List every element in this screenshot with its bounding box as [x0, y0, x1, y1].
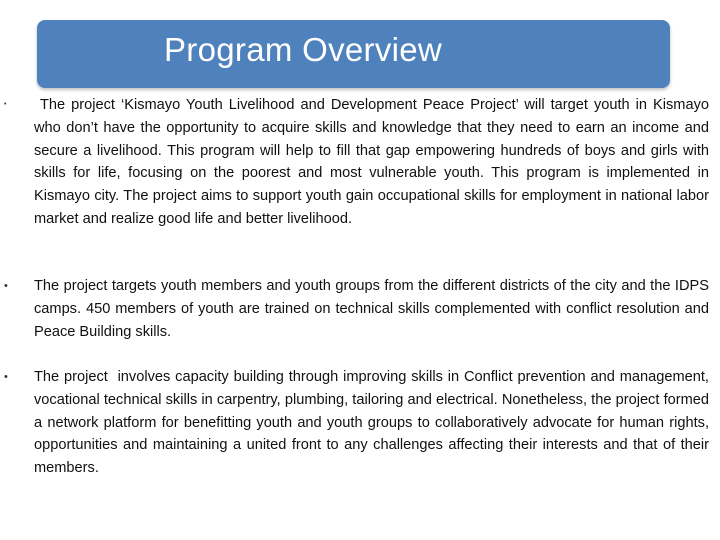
bullet-icon: • — [4, 101, 7, 108]
bullet-text: The project targets youth members and youth groups from the different districts of the city and the IDPS camps. 450 members of youth are trained on technical skills complemented with conflict resolution and Peace Building skills. — [34, 278, 714, 340]
bullet-text: The project involves capacity building through improving skills in Conflict prevention and management, vocational technical skills in carpentry, plumbing, tailoring and electrical. Nonetheless, the project formed a network platform for benefitting youth and youth groups to collaboratively advocate for human rights, opportunities and maintaining a united front to any challenges affecting their interests and that of their members. — [34, 369, 714, 477]
bullet-text: The project ‘Kismayo Youth Livelihood and Development Peace Project’ will target youth in Kismayo who don’t have the opportunity to acquire skills and knowledge that they need to earn an income and secure a livelihood. This program will help to fill that gap empowering hundreds of boys and girls with skills for life, focusing on the poorest and most vulnerable youth. This program is implemented in Kismayo city. The project aims to support youth gain occupational skills for employment in national labor market and realize good life and better livelihood. — [34, 97, 714, 227]
list-item — [4, 366, 714, 480]
list-item — [4, 275, 714, 343]
bullet-icon: • — [4, 371, 8, 383]
bullet-icon: • — [4, 280, 8, 292]
list-item — [4, 94, 714, 231]
page-title: Program Overview — [164, 31, 443, 68]
